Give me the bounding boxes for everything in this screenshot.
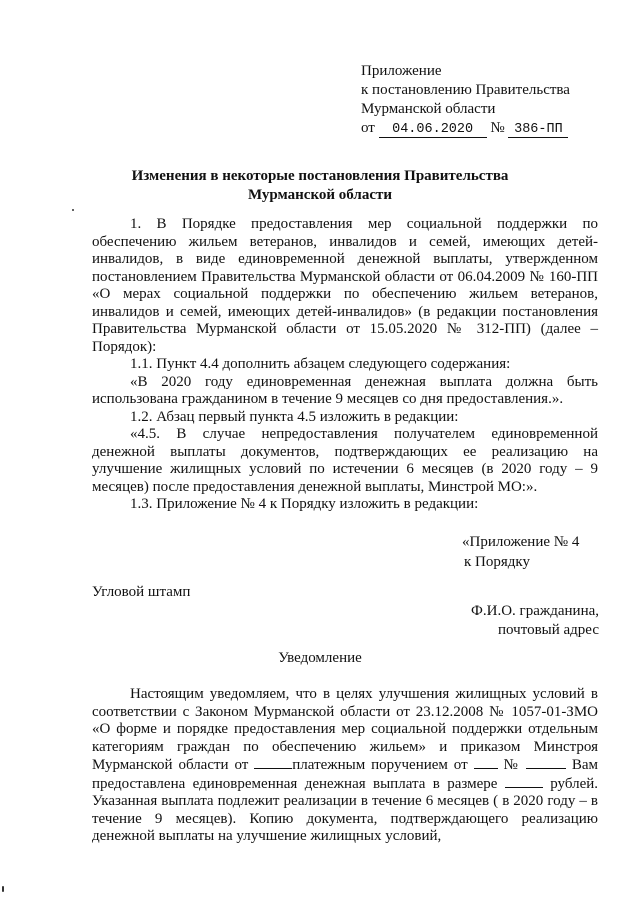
amendments-body: [92, 216, 598, 514]
notice-text-e: рублей. Указанная выплата подлежит реализации в течение 6 месяцев ( в 2020 году – в течение 9 месяцев). Копию документа, подтверждающего реализацию денежной выплаты на улучшение жилищных условий,: [92, 775, 599, 844]
appendix-line-3: Мурманской области: [361, 101, 496, 117]
blank-payment-date: [474, 756, 498, 769]
title-line-1: Изменения в некоторые постановления Правительства: [131, 168, 509, 184]
date-prefix: от: [361, 120, 375, 136]
appendix-date-line: [361, 119, 621, 138]
scan-speck: [2, 886, 4, 892]
notice-text-b: платежным поручением от: [292, 757, 468, 773]
paragraph-1-2: 1.2. Абзац первый пункта 4.5 изложить в редакции:: [130, 408, 459, 425]
notice-text-d: Вам предоставлена единовременная денежная выплата в размере: [92, 757, 598, 792]
title-line-2: Мурманской области: [247, 187, 393, 203]
scan-speck: [72, 209, 74, 211]
notice-text-c: №: [503, 757, 520, 773]
notice-paragraph: [92, 686, 598, 846]
paragraph-quote-4-5: «4.5. В случае непредоставления получателем единовременной денежной выплаты документов, подтверждающих ее реализацию на улучшение жилищных условий по истечении 6 месяцев (в 2020 году – 9 месяцев) после предоставления денежной выплаты, Минстрой МО:».: [92, 426, 598, 495]
paragraph-1-3: 1.3. Приложение № 4 к Порядку изложить в редакции:: [130, 496, 479, 512]
notice-text-a: Настоящим уведомляем, что в целях улучшения жилищных условий в соответствии с Законом Мурманской области от 23.12.2008 № 1057-01-ЗМО «О форме и порядке предоставления мер социальной поддержки отдельным категориям граждан по обеспечению жильем» и приказом Минстроя Мурманской области от: [92, 686, 598, 773]
appendix-line-1: Приложение: [361, 63, 442, 79]
corner-stamp-label: Угловой штамп: [92, 584, 191, 600]
number-prefix: №: [490, 120, 505, 136]
recipient-line-1: Ф.И.О. гражданина,: [471, 603, 599, 619]
appendix-line-2: к постановлению Правительства: [361, 82, 570, 98]
appendix-header: [361, 62, 621, 138]
recipient-line-2: почтовый адрес: [498, 622, 599, 638]
blank-amount: [505, 775, 543, 788]
paragraph-quote-4-4: «В 2020 году единовременная денежная выплата должна быть использована гражданином в течение 9 месяцев со дня предоставления.».: [92, 373, 598, 407]
blank-order-date: [254, 756, 292, 769]
attachment-line-1: «Приложение № 4: [462, 534, 580, 550]
attachment-header: [462, 532, 579, 572]
document-title: [60, 167, 580, 205]
document-date: 04.06.2020: [379, 123, 487, 138]
notice-title: Уведомление: [278, 650, 362, 666]
paragraph-1: 1. В Порядке предоставления мер социальной поддержки по обеспечению жильем ветеранов, инвалидов и семей, имеющих детей-инвалидов, в виде единовременной денежной выплаты, утвержденном постановлением Правительства Мурманской области от 06.04.2009 № 160-ПП «О мерах социальной поддержки по обеспечению жильем ветеранов, инвалидов и семей, имеющих детей-инвалидов» (в редакции постановления Правительства Мурманской области от 15.05.2020 № 312-ПП) (далее – Порядок):: [92, 216, 598, 355]
recipient-block: [471, 602, 599, 640]
notice-body: [92, 686, 598, 846]
attachment-line-2: к Порядку: [464, 554, 530, 570]
paragraph-1-1: 1.1. Пункт 4.4 дополнить абзацем следующего содержания:: [130, 356, 511, 372]
document-number: 386-ПП: [508, 123, 568, 138]
blank-payment-number: [526, 756, 566, 769]
